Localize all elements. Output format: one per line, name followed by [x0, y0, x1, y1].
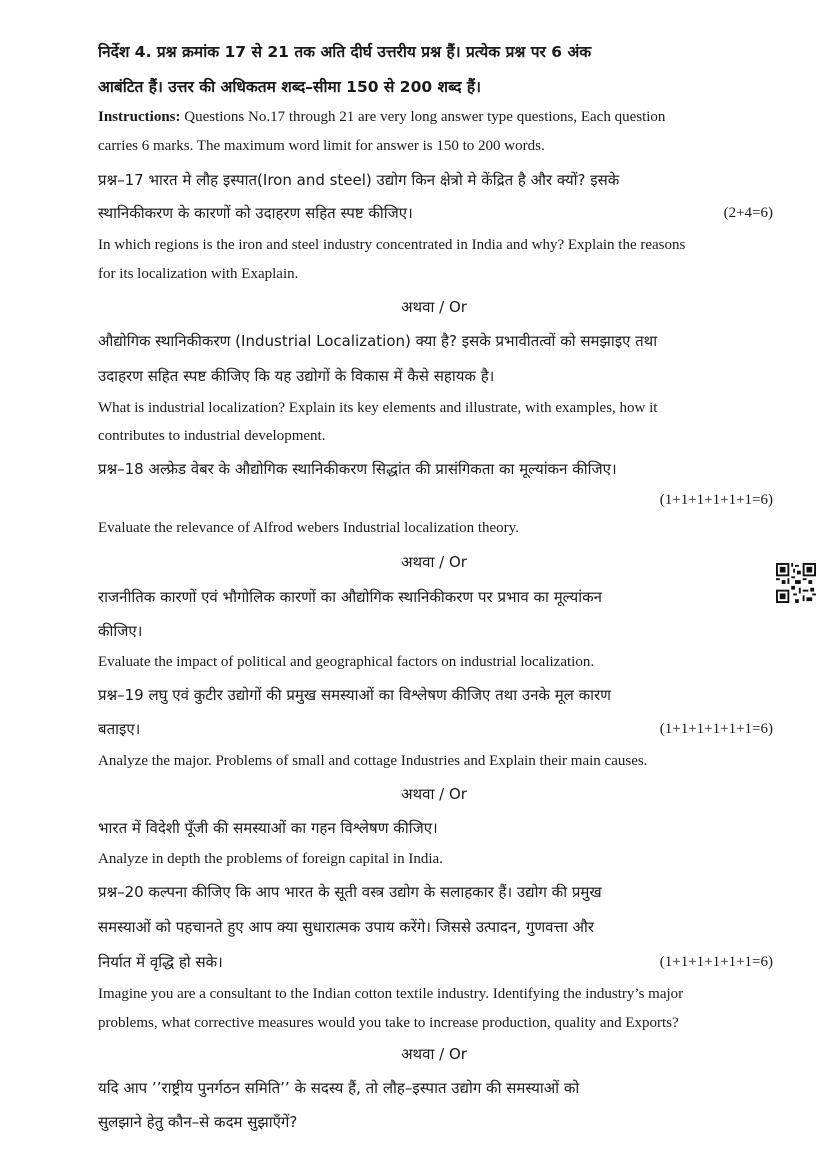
- q19-hindi-line-2: बताइए।: [98, 720, 141, 738]
- instructions-text: Questions No.17 through 21 are very long answer type questions, Each question: [180, 109, 666, 125]
- q20-hindi-line-2: समस्याओं को पहचानते हुए आप क्या सुधारात्मक उपाय करेंगे। जिससे उत्पादन, गुणवत्ता और: [98, 918, 594, 936]
- q18-hindi-line-1: प्रश्न–18 अल्फ्रेड वेबर के औद्योगिक स्थानिकीकरण सिद्धांत की प्रासंगिकता का मूल्यांकन कीजिए।: [98, 460, 617, 478]
- q17-alt-english-line-2: contributes to industrial development.: [98, 428, 326, 444]
- q20-hindi-line-3: निर्यात में वृद्धि हो सके।: [98, 953, 223, 971]
- q20-english-line-2: problems, what corrective measures would you take to increase production, quality and Exports?: [98, 1015, 679, 1031]
- q20-marks: (1+1+1+1+1+1=6): [659, 954, 773, 970]
- q19-alt-hindi-line-1: भारत में विदेशी पूँजी की समस्याओं का गहन विश्लेषण कीजिए।: [98, 819, 438, 837]
- english-instruction-line-1: [98, 109, 770, 126]
- q18-marks: (1+1+1+1+1+1=6): [659, 492, 773, 508]
- q17-marks: (2+4=6): [723, 205, 773, 221]
- q17-alt-english-line-1: What is industrial localization? Explain its key elements and illustrate, with examples, how it: [98, 400, 658, 416]
- q20-hindi-line-1: प्रश्न–20 कल्पना कीजिए कि आप भारत के सूती वस्त्र उद्योग के सलाहकार हैं। उद्योग की प्रमुख: [98, 883, 602, 901]
- instructions-label: Instructions:: [98, 109, 181, 125]
- hindi-instruction-line-2: आबंटित हैं। उत्तर की अधिकतम शब्द–सीमा 150 से 200 शब्द हैं।: [98, 78, 481, 96]
- q17-alt-hindi-line-1: औद्योगिक स्थानिकीकरण (Industrial Localization) क्या है? इसके प्रभावीतत्वों को समझाइए तथा: [98, 332, 658, 350]
- q18-alt-english-line-1: Evaluate the impact of political and geographical factors on industrial localization.: [98, 654, 595, 670]
- q18-alt-hindi-line-2: कीजिए।: [98, 622, 143, 640]
- q20-alt-hindi-line-1: यदि आप ’’राष्ट्रीय पुनर्गठन समिति’’ के सदस्य हैं, तो लौह–इस्पात उद्योग की समस्याओं को: [98, 1079, 580, 1097]
- q19-hindi-line-1: प्रश्न–19 लघु एवं कुटीर उद्योगों की प्रमुख समस्याओं का विश्लेषण कीजिए तथा उनके मूल कारण: [98, 686, 611, 704]
- q17-hindi-line-2: स्थानिकीकरण के कारणों को उदाहरण सहित स्पष्ट कीजिए।: [98, 204, 413, 222]
- q20-english-line-1: Imagine you are a consultant to the Indian cotton textile industry. Identifying the industry’s major: [98, 986, 684, 1002]
- q17-english-line-2: for its localization with Exaplain.: [98, 266, 299, 282]
- hindi-instruction-line-1: निर्देश 4. प्रश्न क्रमांक 17 से 21 तक अति दीर्घ उत्तरीय प्रश्न हैं। प्रत्येक प्रश्न पर 6 अंक: [98, 43, 592, 61]
- q17-hindi-line-1: प्रश्न–17 भारत मे लौह इस्पात(Iron and steel) उद्योग किन क्षेत्रो मे केंद्रित है और क्यों? इसके: [98, 171, 620, 189]
- q19-marks: (1+1+1+1+1+1=6): [659, 721, 773, 737]
- q20-alt-hindi-line-2: सुलझाने हेतु कौन–से कदम सुझाएँगें?: [98, 1113, 298, 1131]
- q19-or-separator: अथवा / Or: [401, 785, 467, 803]
- q17-alt-hindi-line-2: उदाहरण सहित स्पष्ट कीजिए कि यह उद्योगों के विकास में कैसे सहायक है।: [98, 367, 495, 385]
- q20-or-separator: अथवा / Or: [401, 1045, 467, 1063]
- q17-english-line-1: In which regions is the iron and steel industry concentrated in India and why? Explain the reasons: [98, 237, 686, 253]
- q17-or-separator: अथवा / Or: [401, 298, 467, 316]
- q18-or-separator: अथवा / Or: [401, 553, 467, 571]
- q18-english-line-1: Evaluate the relevance of Alfrod webers Industrial localization theory.: [98, 520, 519, 536]
- q18-alt-hindi-line-1: राजनीतिक कारणों एवं भौगोलिक कारणों का औद्योगिक स्थानिकीकरण पर प्रभाव का मूल्यांकन: [98, 588, 602, 606]
- qr-code-icon: [776, 563, 816, 603]
- english-instruction-line-2: carries 6 marks. The maximum word limit for answer is 150 to 200 words.: [98, 138, 545, 154]
- q19-alt-english-line-1: Analyze in depth the problems of foreign capital in India.: [98, 851, 443, 867]
- q19-english-line-1: Analyze the major. Problems of small and cottage Industries and Explain their main causes.: [98, 753, 648, 769]
